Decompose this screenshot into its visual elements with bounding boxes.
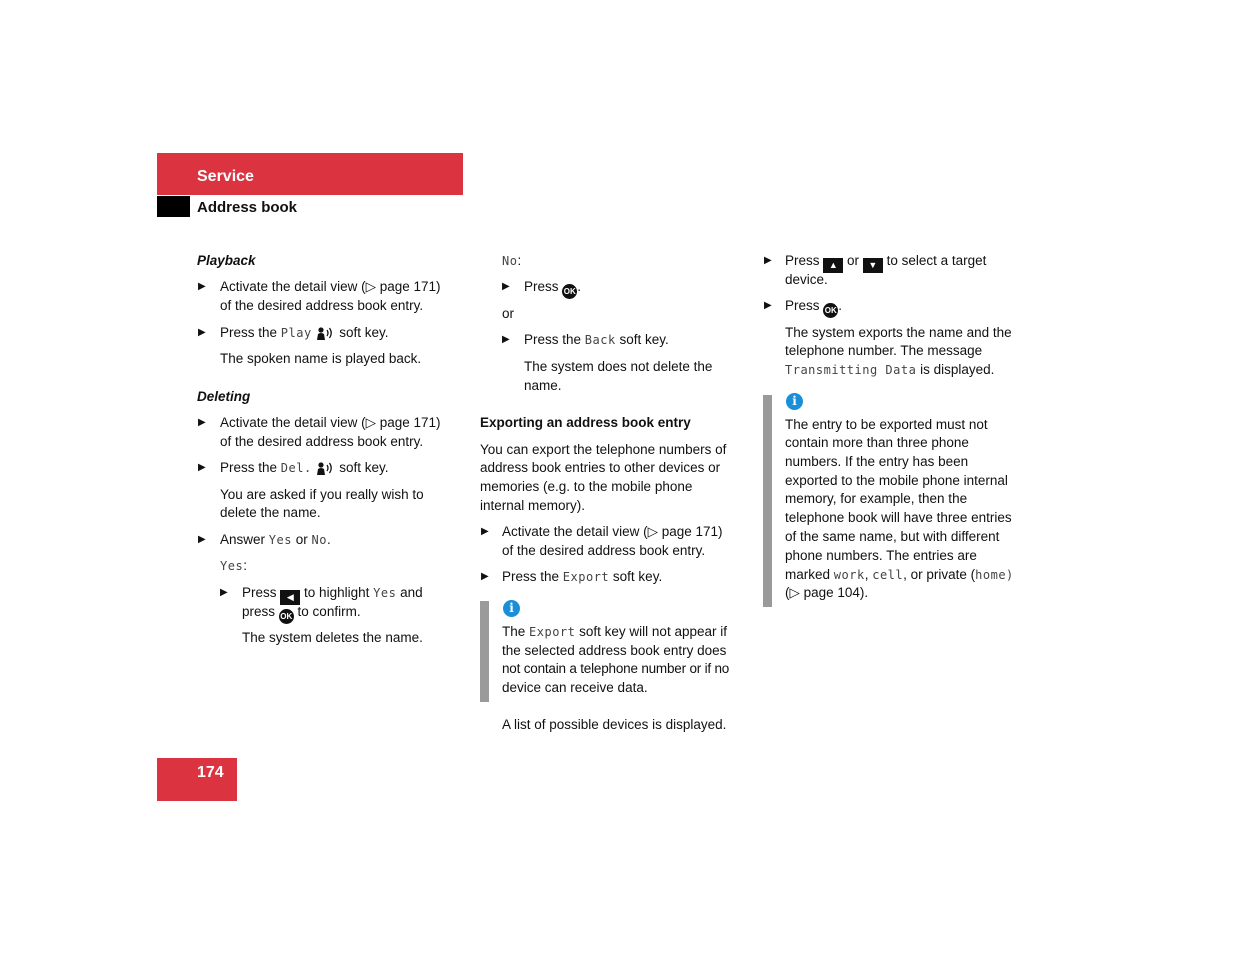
- punct: :: [517, 253, 522, 268]
- bullet-icon: ▶: [198, 534, 206, 545]
- step-text: Press: [242, 585, 277, 600]
- softkey-export-label: Export: [562, 570, 610, 584]
- result-text: You are asked if you really wish to: [220, 487, 424, 502]
- step-text: or: [847, 253, 860, 268]
- punct: .: [326, 532, 331, 547]
- header-marker: [157, 196, 190, 217]
- result-text: is displayed.: [920, 362, 995, 377]
- ok-button-icon: OK: [562, 284, 577, 299]
- bullet-icon: ▶: [502, 281, 510, 292]
- info-icon: i: [786, 393, 803, 410]
- result-text: telephone number. The message: [785, 343, 983, 358]
- step-text: of the desired address book entry.: [220, 298, 424, 313]
- result-text: The system deletes the name.: [242, 630, 423, 645]
- step-confirm: [242, 603, 361, 624]
- step-text: and: [400, 585, 423, 600]
- playback-heading: Playback: [197, 253, 256, 268]
- step-export: [502, 568, 662, 587]
- yes-label: Yes: [220, 559, 244, 573]
- note-text: of the same name, but with different: [785, 529, 1000, 544]
- step-text: to select a target: [886, 253, 987, 268]
- note-text: memory, for example, then the: [785, 491, 968, 506]
- step-select: [785, 252, 986, 273]
- subsection-title: Address book: [197, 199, 298, 216]
- bullet-icon: ▶: [764, 300, 772, 311]
- step-text: Press: [785, 298, 820, 313]
- result-text: The system exports the name and the: [785, 325, 1012, 340]
- note-bar: [763, 395, 772, 607]
- note-text: numbers. If the entry has been: [785, 454, 969, 469]
- note-text: device can receive data.: [502, 680, 648, 695]
- step-text: to confirm.: [297, 604, 361, 619]
- bullet-icon: ▶: [198, 281, 206, 292]
- result-text: delete the name.: [220, 505, 321, 520]
- note-text: marked: [785, 567, 831, 582]
- note-text: soft key will not appear if: [579, 624, 727, 639]
- step-answer: [220, 531, 331, 550]
- softkey-play-label: Play: [280, 326, 312, 340]
- softkey-back-label: Back: [584, 333, 616, 347]
- step-text: of the desired address book entry.: [220, 434, 424, 449]
- note-bar: [480, 601, 489, 702]
- softkey-del-label: Del.: [280, 461, 312, 475]
- step-press-ok: [524, 278, 581, 299]
- body-text: address book entries to other devices or: [480, 460, 721, 475]
- step-text: soft key.: [619, 332, 669, 347]
- punct: :: [243, 558, 247, 573]
- step-press-ok: [785, 297, 842, 318]
- ok-button-icon: OK: [279, 609, 294, 624]
- option-yes: Yes: [373, 586, 397, 600]
- step-text: Activate the detail view (▷ page 171): [220, 415, 441, 430]
- down-arrow-key-icon: ▼: [863, 258, 883, 273]
- label-cell: cell: [872, 568, 904, 582]
- step-text: Activate the detail view (▷ page 171): [502, 524, 723, 539]
- step-text: Press: [785, 253, 820, 268]
- bullet-icon: ▶: [502, 334, 510, 345]
- or-text: or: [502, 306, 515, 321]
- note-line: [502, 623, 727, 642]
- bullet-icon: ▶: [764, 255, 772, 266]
- step-text: Press the: [524, 332, 582, 347]
- result-line: [785, 361, 994, 380]
- no-label: No: [502, 254, 518, 268]
- note-text: not contain a telephone number or if no: [502, 661, 730, 676]
- note-line: [785, 566, 1014, 585]
- option-no: No: [311, 533, 327, 547]
- step-text: press: [242, 604, 276, 619]
- result-text: A list of possible devices is displayed.: [502, 717, 727, 732]
- step-play: [220, 324, 389, 343]
- label-home: home): [975, 568, 1014, 582]
- bullet-icon: ▶: [481, 571, 489, 582]
- softkey-export-label: Export: [529, 625, 576, 639]
- export-heading: Exporting an address book entry: [480, 415, 691, 430]
- page-number: 174: [197, 764, 224, 781]
- step-del: [220, 459, 389, 478]
- body-text: internal memory).: [480, 498, 586, 513]
- body-text: You can export the telephone numbers of: [480, 442, 727, 457]
- result-text: name.: [524, 378, 562, 393]
- body-text: memories (e.g. to the mobile phone: [480, 479, 693, 494]
- label-work: work: [833, 568, 865, 582]
- note-text: , or private (: [903, 567, 976, 582]
- bullet-icon: ▶: [481, 526, 489, 537]
- step-text: Press the: [220, 460, 278, 475]
- yes-label-line: [220, 557, 247, 576]
- note-text: telephone book will have three entries: [785, 510, 1012, 525]
- section-title: Service: [197, 168, 254, 185]
- up-arrow-key-icon: ▲: [823, 258, 843, 273]
- step-text: Press the: [220, 325, 278, 340]
- note-text: The: [502, 624, 526, 639]
- bullet-icon: ▶: [220, 587, 228, 598]
- no-label-line: [502, 252, 521, 271]
- step-text: or: [295, 532, 308, 547]
- step-text: Press: [524, 279, 559, 294]
- step-text: soft key.: [339, 460, 389, 475]
- step-text: Activate the detail view (▷ page 171): [220, 279, 441, 294]
- option-yes: Yes: [268, 533, 292, 547]
- voice-speaker-icon: [315, 460, 335, 476]
- info-icon: i: [503, 600, 520, 617]
- punct: .: [838, 298, 843, 313]
- note-text: contain more than three phone: [785, 435, 969, 450]
- result-text: The system does not delete the: [524, 359, 713, 374]
- result-text: The spoken name is played back.: [220, 351, 422, 366]
- step-text: to highlight: [304, 585, 370, 600]
- ok-button-icon: OK: [823, 303, 838, 318]
- bullet-icon: ▶: [198, 417, 206, 428]
- step-text: soft key.: [612, 569, 663, 584]
- step-text: of the desired address book entry.: [502, 543, 706, 558]
- note-text: phone numbers. The entries are: [785, 548, 977, 563]
- left-arrow-key-icon: ◀: [280, 590, 300, 605]
- punct: .: [577, 279, 582, 294]
- note-text: The entry to be exported must not: [785, 417, 988, 432]
- bullet-icon: ▶: [198, 327, 206, 338]
- step-text: device.: [785, 272, 828, 287]
- voice-speaker-icon: [315, 325, 335, 341]
- note-text: (▷ page 104).: [785, 585, 869, 600]
- note-text: the selected address book entry does: [502, 643, 727, 658]
- step-text: Press the: [502, 569, 560, 584]
- step-highlight: [242, 584, 423, 605]
- step-text: Answer: [220, 532, 266, 547]
- deleting-heading: Deleting: [197, 389, 251, 404]
- punct: ,: [864, 567, 869, 582]
- bullet-icon: ▶: [198, 462, 206, 473]
- step-text: soft key.: [339, 325, 389, 340]
- step-back: [524, 331, 669, 350]
- note-text: exported to the mobile phone internal: [785, 473, 1008, 488]
- message-transmitting-data: Transmitting Data: [785, 363, 917, 377]
